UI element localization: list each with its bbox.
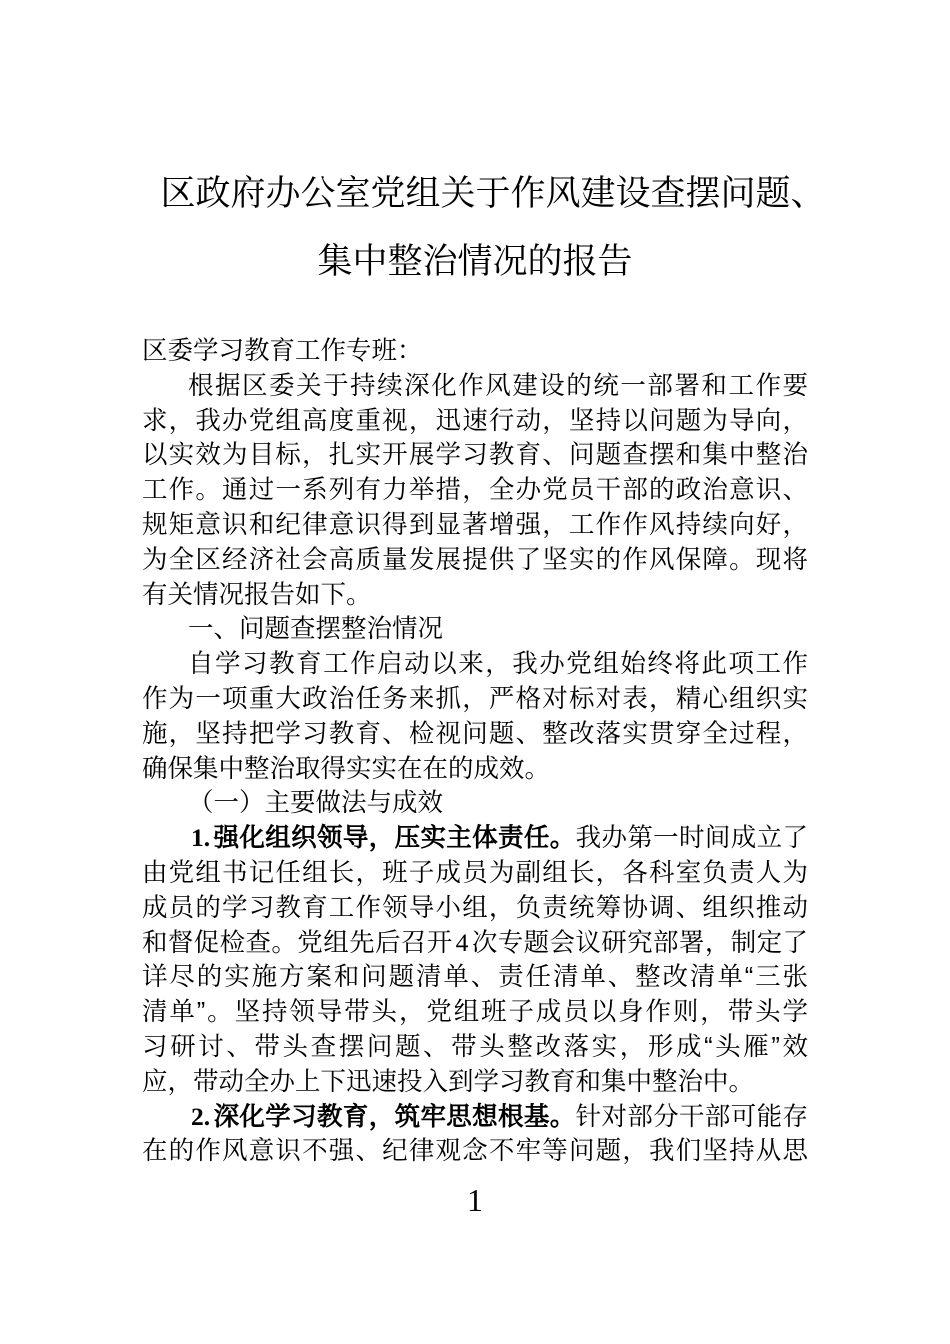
body-line <box>142 578 808 613</box>
body-line <box>142 438 808 473</box>
body-line <box>142 1030 808 1065</box>
body-line <box>142 821 808 856</box>
text-run: 规矩意识和纪律意识得到显著增强，工作作风持续向好， <box>142 510 808 539</box>
text-run: 区委学习教育工作专班： <box>142 337 423 365</box>
text-run: 作为一项重大政治任务来抓，严格对标对表，精心组织实 <box>142 684 808 713</box>
text-run: 应，带动全办上下迅速投入到学习教育和集中整治中。 <box>142 1067 755 1096</box>
text-run: 在的作风意识不强、纪律观念不牢等问题，我们坚持从思 <box>142 1137 808 1166</box>
body-line <box>142 647 808 682</box>
title-line-2: 集中整治情况的报告 <box>317 242 633 281</box>
body-line <box>142 682 808 717</box>
title-line-1: 区政府办公室党组关于作风建设查摆问题、 <box>160 174 826 213</box>
text-run: 有关情况报告如下。 <box>142 580 372 609</box>
body-line <box>142 995 808 1030</box>
body-line <box>142 369 808 404</box>
document-title <box>0 160 950 296</box>
body-line <box>142 473 808 508</box>
text-run: 求，我办党组高度重视，迅速行动，坚持以问题为导向， <box>142 406 808 435</box>
text-run: 施，坚持把学习教育、检视问题、整改落实贯穿全过程， <box>142 719 808 748</box>
text-run: 为全区经济社会高质量发展提供了坚实的作风保障。现将 <box>142 545 808 574</box>
body-line <box>142 856 808 891</box>
body-line <box>142 508 808 543</box>
body-line <box>142 1065 808 1100</box>
text-run: 工作。通过一系列有力举措，全办党员干部的政治意识、 <box>142 476 808 505</box>
text-run: 我办第一时间成立了 <box>575 824 808 853</box>
bold-text-run: 深化学习教育，筑牢思想根基。 <box>213 1102 576 1131</box>
text-run: 成员的学习教育工作领导小组，负责统筹协调、组织推动 <box>142 893 808 922</box>
text-run: 针对部分干部可能存 <box>575 1102 808 1131</box>
text-run: 由党组书记任组长，班子成员为副组长，各科室负责人为 <box>142 858 808 887</box>
text-run: 确保集中整治取得实实在在的成效。 <box>142 754 551 783</box>
body-line <box>142 786 808 821</box>
text-run: 详尽的实施方案和问题清单、责任清单、整改清单“三张 <box>142 963 808 992</box>
text-run: （一）主要做法与成效 <box>188 789 444 818</box>
text-run: 根据区委关于持续深化作风建设的统一部署和工作要 <box>188 371 808 400</box>
body-line <box>142 717 808 752</box>
body-line <box>142 543 808 578</box>
body-line <box>142 891 808 926</box>
body-line <box>142 960 808 995</box>
text-run: 次专题会议研究部署，制定了 <box>471 928 808 957</box>
body-line <box>142 926 808 961</box>
bold-text-run: 1. <box>191 823 211 853</box>
text-run: 清单”。坚持领导带头，党组班子成员以身作则，带头学 <box>142 998 808 1027</box>
body-line <box>142 752 808 787</box>
body-line <box>142 1134 808 1169</box>
document-body <box>142 334 808 1169</box>
text-run: 4 <box>455 927 469 957</box>
body-line <box>142 334 808 369</box>
text-run: 和督促检查。党组先后召开 <box>142 928 453 957</box>
body-line <box>142 404 808 439</box>
body-line <box>142 1100 808 1135</box>
text-run: 习研讨、带头查摆问题、带头整改落实，形成“头雁”效 <box>142 1032 808 1061</box>
text-run: 以实效为目标，扎实开展学习教育、问题查摆和集中整治 <box>142 441 808 470</box>
bold-text-run: 2. <box>191 1101 211 1131</box>
bold-text-run: 强化组织领导，压实主体责任。 <box>213 824 576 853</box>
body-line <box>142 612 808 647</box>
page-number: 1 <box>467 1182 483 1218</box>
text-run: 自学习教育工作启动以来，我办党组始终将此项工作 <box>188 650 808 679</box>
text-run: 一、问题查摆整治情况 <box>188 615 444 644</box>
